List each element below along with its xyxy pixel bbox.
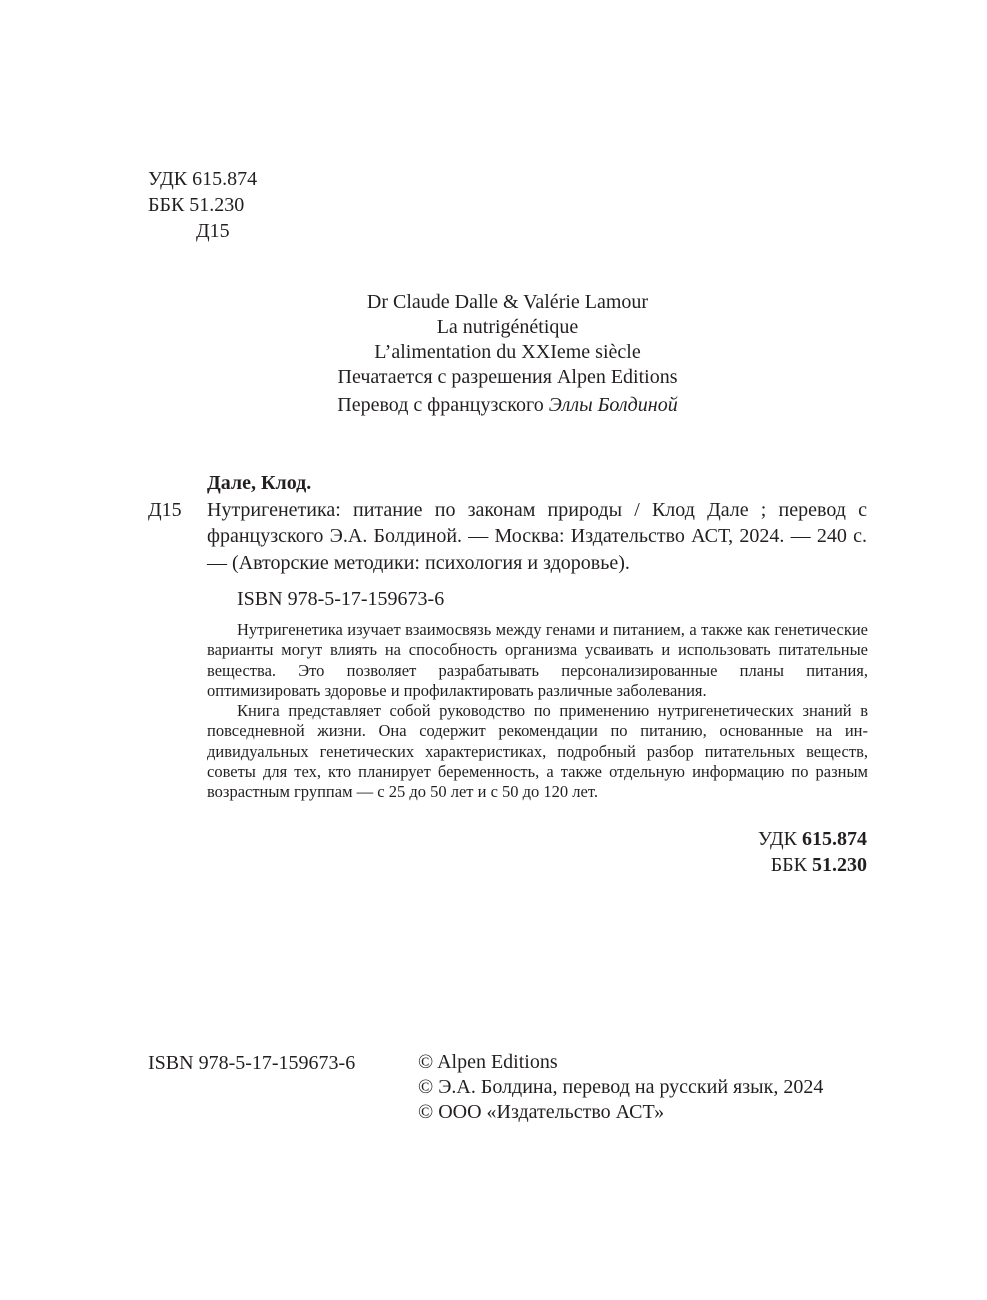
translator-line [148,393,867,418]
entry-cutter-code: Д15 [148,498,182,521]
copyright-notices [418,1050,823,1125]
bbk-value: 51.230 [812,854,867,876]
original-subtitle: L’alimentation du XXIeme siècle [374,341,641,363]
bbk-label: ББК [770,854,807,876]
copyright-line: © ООО «Издательство АСТ» [418,1101,665,1123]
original-edition-credits [148,290,867,418]
author-heading: Дале, Клод. [207,472,312,494]
classification-block [758,826,867,878]
annotation-paragraph: Книга представляет собой руководство по применению нутригенетических знаний в повседневной жизни. Она содержит рекомендации по питанию, основанные на индивидуальных генетических характеристиках, подробный разбор питательных веществ, советы для тех, кто планирует беременность, а также отдельную информацию по разным возрастным группам — с 25 до 50 лет и с 50 до 120 лет. [207,701,868,802]
copyright-line: © Э.А. Болдина, перевод на русский язык, 2024 [418,1076,824,1098]
top-classification-codes [148,166,257,244]
original-title: La nutrigénétique [436,316,579,338]
bibliographic-record [148,470,867,613]
translator-name: Эллы Болдиной [548,394,678,416]
bibliographic-entry [148,497,867,577]
udk-line [758,826,867,852]
cutter-code: Д15 [196,220,230,242]
original-authors: Dr Claude Dalle & Valérie Lamour [366,291,649,313]
bibliographic-description: Нутригенетика: питание по законам природы / Клод Дале ; перевод с французского Э.А. Болдиной. — Москва: Издательство АСТ, 2024. — 240 с. — (Авторские методики: психология и здоровье). [207,498,867,574]
permission-note: Печатается с разрешения Alpen Editions [337,366,678,388]
udk-code: УДК 615.874 [148,168,258,190]
footer-isbn: ISBN 978-5-17-159673-6 [148,1052,356,1074]
udk-value: 615.874 [802,828,867,850]
bbk-code: ББК 51.230 [148,194,245,216]
annotation-paragraph: Нутригенетика изучает взаимосвязь между генами и питанием, а также как генетические варианты могут влиять на способность организма усваивать и использовать питательные вещества. Это позволяет разрабатывать персонализированные планы питания, оптимизировать здоровье и профилактировать различные заболевания. [207,620,868,700]
annotation [207,620,868,803]
copyright-line: © Alpen Editions [418,1051,558,1073]
record-isbn: ISBN 978-5-17-159673-6 [237,588,445,610]
udk-label: УДК [757,828,797,850]
translation-prefix: Перевод с французского [337,394,544,416]
bbk-line [758,852,867,878]
